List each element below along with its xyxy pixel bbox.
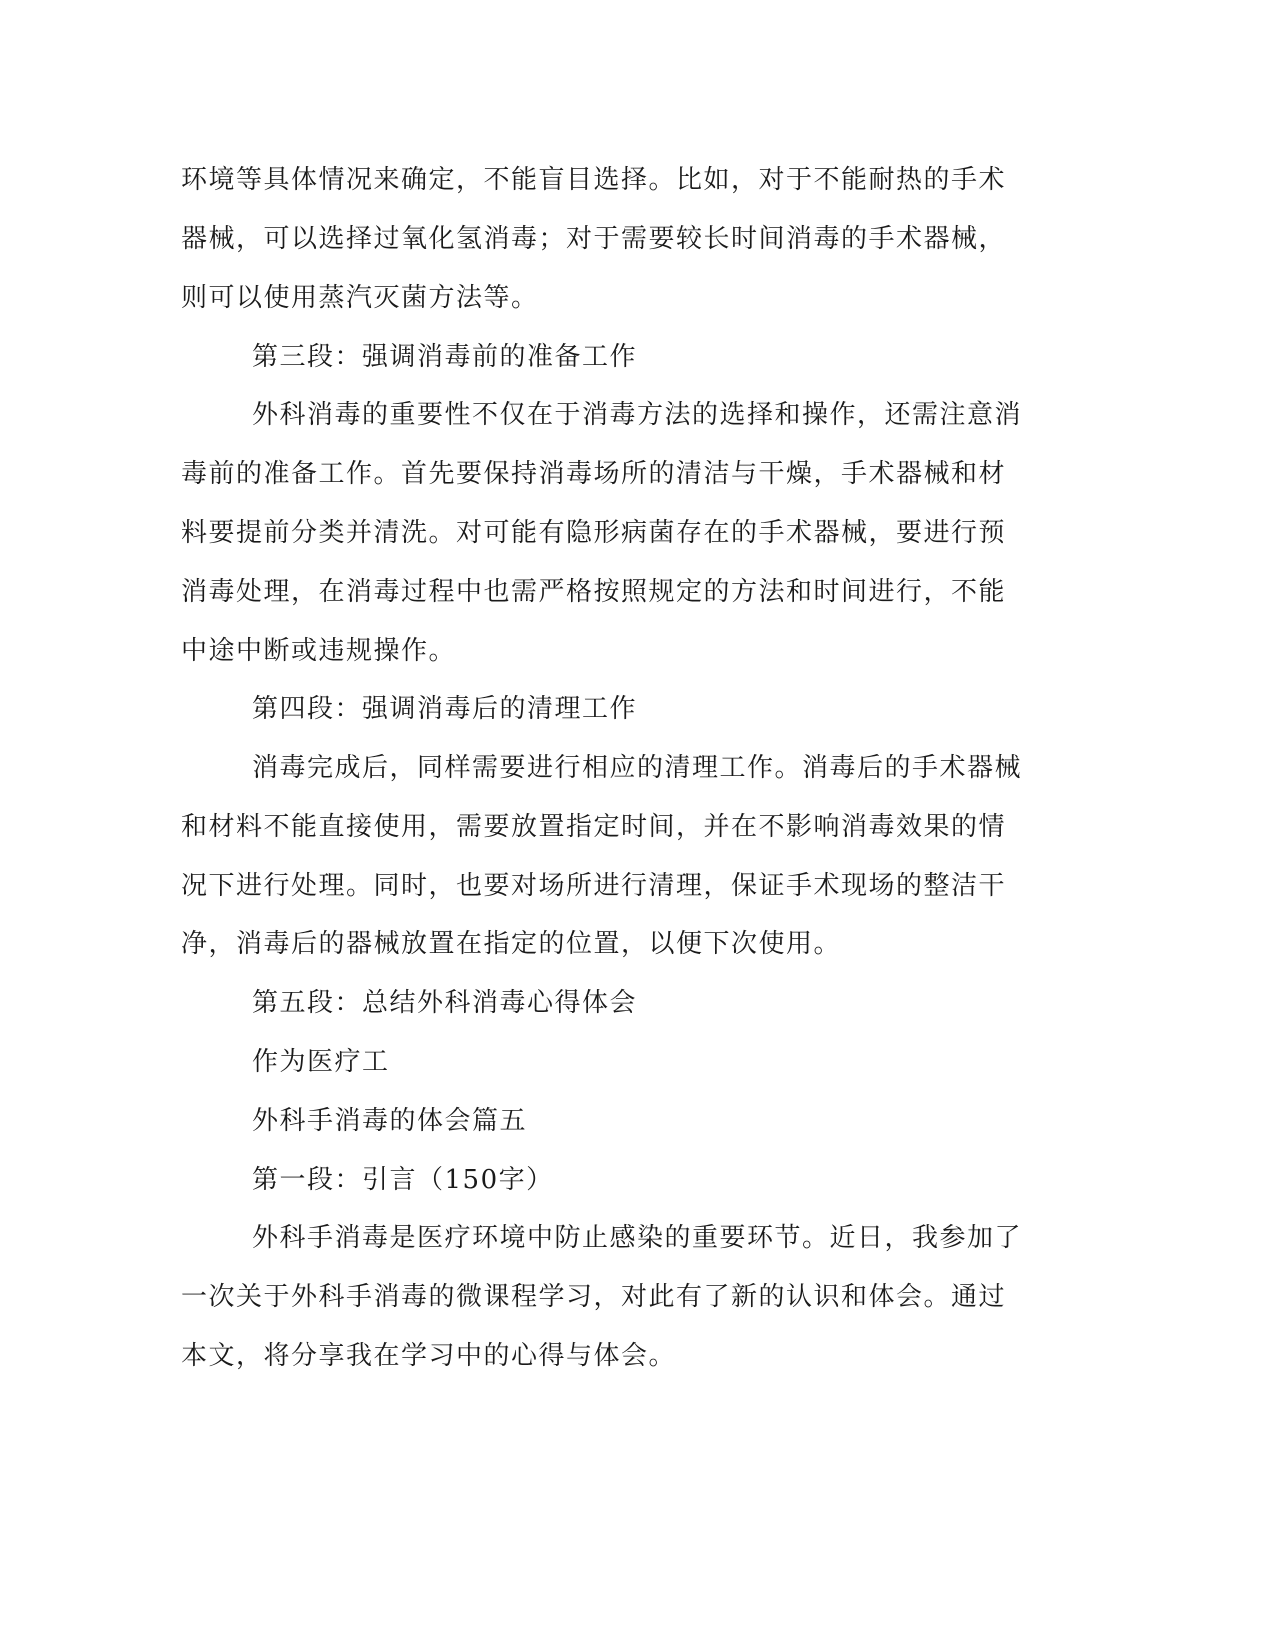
body-text-line: 本文，将分享我在学习中的心得与体会。 — [181, 1341, 677, 1371]
body-text-line: 则可以使用蒸汽灭菌方法等。 — [181, 283, 539, 313]
section-heading: 第一段：引言（150字） — [252, 1165, 554, 1195]
paragraph-first-line: 外科手消毒是医疗环境中防止感染的重要环节。近日，我参加了 — [252, 1223, 1023, 1253]
body-text-line: 环境等具体情况来确定，不能盲目选择。比如，对于不能耐热的手术 — [181, 165, 1007, 195]
paragraph-first-line: 外科消毒的重要性不仅在于消毒方法的选择和操作，还需注意消 — [252, 400, 1023, 430]
body-text-line: 况下进行处理。同时，也要对场所进行清理，保证手术现场的整洁干 — [181, 871, 1007, 901]
body-text-line: 中途中断或违规操作。 — [181, 636, 457, 666]
body-text-line: 作为医疗工 — [252, 1047, 390, 1077]
body-text-line: 毒前的准备工作。首先要保持消毒场所的清洁与干燥，手术器械和材 — [181, 459, 1007, 489]
section-heading: 第四段：强调消毒后的清理工作 — [252, 694, 638, 724]
body-text-line: 消毒处理，在消毒过程中也需严格按照规定的方法和时间进行，不能 — [181, 577, 1007, 607]
body-text-line: 净，消毒后的器械放置在指定的位置，以便下次使用。 — [181, 929, 842, 959]
body-text-line: 器械，可以选择过氧化氢消毒；对于需要较长时间消毒的手术器械， — [181, 224, 1007, 254]
body-text-line: 料要提前分类并清洗。对可能有隐形病菌存在的手术器械，要进行预 — [181, 518, 1007, 548]
section-heading: 第三段：强调消毒前的准备工作 — [252, 342, 638, 372]
section-heading: 第五段：总结外科消毒心得体会 — [252, 988, 638, 1018]
paragraph-first-line: 消毒完成后，同样需要进行相应的清理工作。消毒后的手术器械 — [252, 753, 1023, 783]
body-text-line: 一次关于外科手消毒的微课程学习，对此有了新的认识和体会。通过 — [181, 1282, 1007, 1312]
article-title: 外科手消毒的体会篇五 — [252, 1106, 528, 1136]
body-text-line: 和材料不能直接使用，需要放置指定时间，并在不影响消毒效果的情 — [181, 812, 1007, 842]
